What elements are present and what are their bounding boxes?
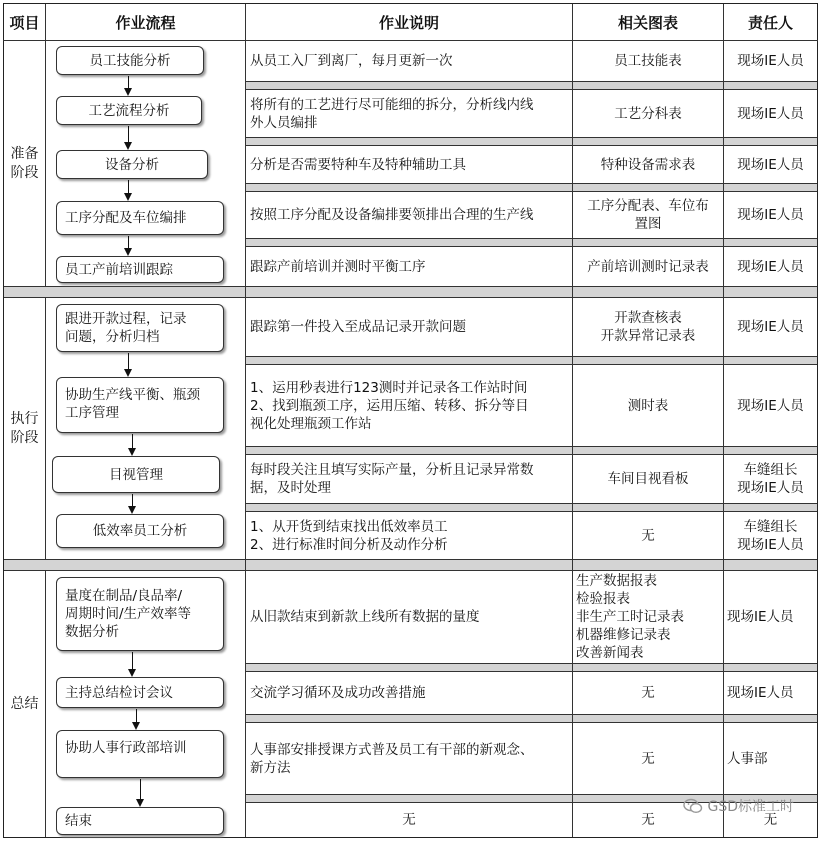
stage-prep: 准备 阶段: [10, 145, 39, 181]
row-10-owner: 现场IE人员: [727, 609, 794, 625]
flow-step-2: 工艺流程分析: [56, 96, 202, 125]
row-7-forms: 测时表: [627, 397, 669, 414]
row-6-desc: 跟踪第一件投入至成品记录开款问题: [250, 319, 466, 335]
row-11-desc: 交流学习循环及成功改善措施: [250, 685, 426, 701]
flow-step-1: 员工技能分析: [56, 46, 204, 75]
row-separator: [246, 663, 817, 671]
row-4-desc: 按照工序分配及设备编排要领排出合理的生产线: [250, 207, 534, 223]
flow-step-5: 员工产前培训跟踪: [56, 256, 224, 283]
row-13-forms: 无: [641, 812, 655, 828]
row-separator: [246, 238, 817, 246]
row-separator: [246, 183, 817, 191]
row-3-forms: 特种设备需求表: [600, 156, 696, 173]
row-separator: [246, 81, 817, 89]
row-8-forms: 车间目视看板: [607, 471, 689, 487]
row-6-forms: 开款查核表 开款异常记录表: [600, 310, 696, 344]
row-8-owner: 车缝组长 现场IE人员: [737, 462, 804, 496]
chat-bubbles-icon: [683, 798, 703, 814]
flow-step-12: 协助人事行政部培训: [56, 730, 224, 778]
flow-step-10: 量度在制品/良品率/ 周期时间/生产效率等 数据分析: [56, 577, 224, 651]
header-description: 作业说明: [378, 13, 439, 32]
row-5-forms: 产前培训测时记录表: [587, 258, 709, 275]
flow-step-8: 目视管理: [52, 456, 220, 493]
row-5-desc: 跟踪产前培训并测时平衡工序: [250, 258, 426, 275]
watermark: [683, 796, 794, 816]
row-2-owner: 现场IE人员: [737, 105, 804, 122]
flow-step-7: 协助生产线平衡、瓶颈 工序管理: [56, 377, 224, 433]
row-9-desc: 1、从开货到结束找出低效率员工 2、进行标准时间分析及动作分析: [250, 518, 448, 553]
flow-arrow: [136, 709, 137, 723]
row-6-owner: 现场IE人员: [737, 319, 804, 335]
row-separator: [246, 503, 817, 511]
row-8-desc: 每时段关注且填写实际产量，分析且记录异常数 据，及时处理: [250, 462, 534, 496]
flow-arrow: [132, 434, 133, 449]
row-13-owner: 无: [763, 812, 778, 828]
row-11-forms: 无: [641, 685, 655, 701]
row-10-forms: 生产数据报表 检验报表 非生产工时记录表 机器维修记录表 改善新闻表: [576, 573, 684, 661]
flow-step-9: 低效率员工分析: [56, 514, 224, 548]
row-1-owner: 现场IE人员: [737, 53, 804, 69]
row-4-forms: 工序分配表、车位布 置图: [587, 198, 709, 232]
flow-step-4: 工序分配及车位编排: [56, 201, 224, 235]
row-12-desc: 人事部安排授课方式普及员工有干部的新观念、 新方法: [250, 741, 534, 776]
flow-arrow: [132, 494, 133, 507]
row-12-forms: 无: [641, 750, 655, 767]
flow-arrow: [128, 126, 129, 143]
flow-arrow: [128, 236, 129, 249]
flow-arrow: [128, 353, 129, 370]
header-item: 项目: [9, 13, 40, 32]
row-12-owner: 人事部: [727, 750, 768, 767]
row-4-owner: 现场IE人员: [737, 207, 804, 223]
header-owner: 责任人: [747, 13, 793, 32]
row-separator: [246, 446, 817, 454]
row-13-desc: 无: [402, 812, 416, 828]
header-related-forms: 相关图表: [617, 13, 678, 32]
row-5-owner: 现场IE人员: [737, 258, 804, 275]
row-separator: [246, 714, 817, 722]
flow-arrow: [128, 180, 129, 194]
stage-separator: [4, 559, 817, 570]
row-11-owner: 现场IE人员: [727, 685, 794, 701]
stage-separator: [4, 286, 817, 297]
header-flow: 作业流程: [115, 13, 176, 32]
stage-exec: 执行 阶段: [10, 410, 39, 446]
row-7-desc: 1、运用秒表进行123测时并记录各工作站时间 2、找到瓶颈工序，运用压缩、转移、拆分等目 视化处理瓶颈工作站: [250, 379, 529, 432]
row-separator: [246, 356, 817, 364]
flow-step-6: 跟进开款过程，记录 问题，分析归档: [56, 304, 224, 352]
row-1-forms: 员工技能表: [614, 53, 682, 69]
flow-arrow: [140, 779, 141, 800]
row-9-owner: 车缝组长 现场IE人员: [737, 518, 804, 553]
row-3-owner: 现场IE人员: [737, 156, 804, 173]
row-7-owner: 现场IE人员: [737, 397, 804, 414]
flow-step-13: 结束: [56, 807, 224, 835]
row-2-forms: 工艺分科表: [614, 105, 682, 122]
row-separator: [246, 137, 817, 145]
watermark-text: GSD标准工时: [707, 799, 794, 815]
row-3-desc: 分析是否需要特种车及特种辅助工具: [250, 156, 466, 173]
flow-arrow: [128, 76, 129, 89]
stage-summary: 总结: [10, 695, 39, 712]
row-1-desc: 从员工入厂到离厂，每月更新一次: [250, 53, 453, 69]
row-9-forms: 无: [641, 527, 655, 544]
flow-step-11: 主持总结检讨会议: [56, 677, 224, 708]
row-10-desc: 从旧款结束到新款上线所有数据的量度: [250, 609, 480, 625]
row-2-desc: 将所有的工艺进行尽可能细的拆分，分析线内线 外人员编排: [250, 96, 534, 131]
flow-step-3: 设备分析: [56, 150, 208, 179]
flow-arrow: [132, 652, 133, 670]
